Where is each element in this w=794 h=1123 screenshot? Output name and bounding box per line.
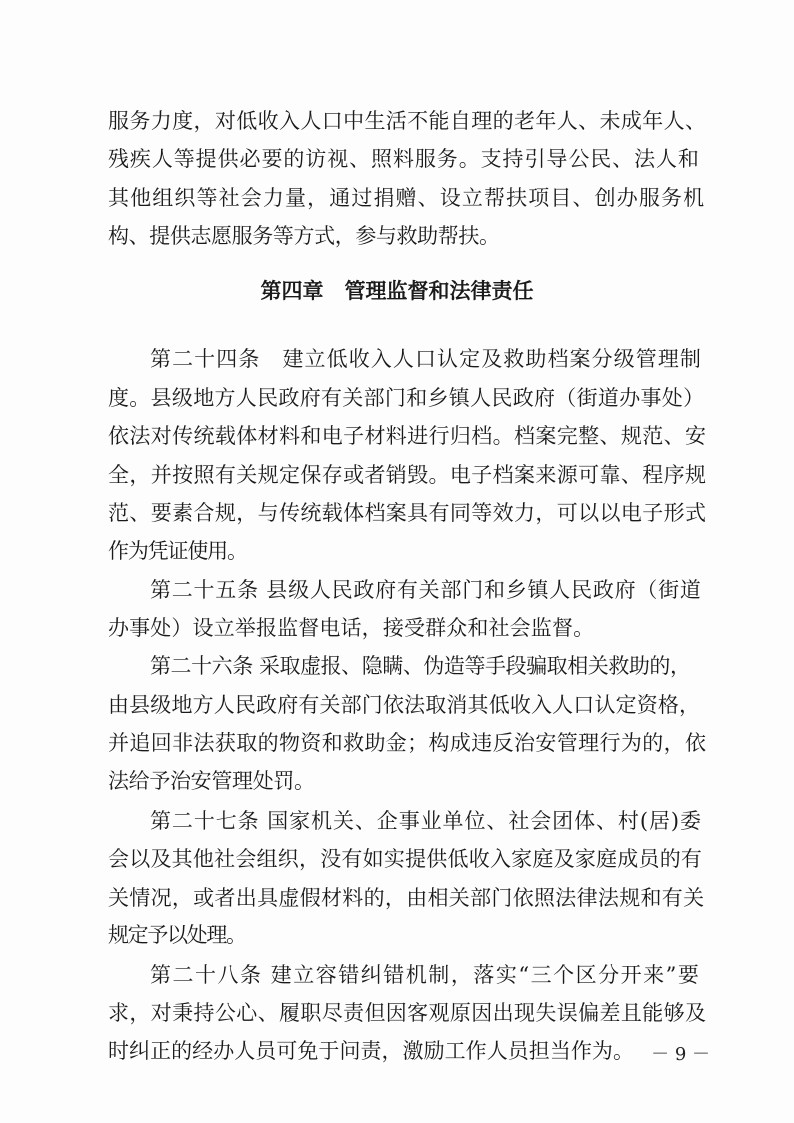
- article-26-line: 第二十六条 采取虚报、隐瞒、伪造等手段骗取相关救助的，: [150, 654, 691, 678]
- article-26-line: 法给予治安管理处罚。: [108, 769, 315, 793]
- article-24-line: 依法对传统载体材料和电子材料进行归档。档案完整、规范、安: [108, 424, 707, 448]
- paragraph-line: 服务力度，对低收入人口中生活不能自理的老年人、未成年人、: [108, 109, 707, 133]
- article-25-line: 第二十五条 县级人民政府有关部门和乡镇人民政府（街道: [150, 578, 702, 602]
- article-27-line: 规定予以处理。: [108, 923, 246, 947]
- article-27-line: 第二十七条 国家机关、企事业单位、社会团体、村(居)委: [150, 809, 702, 833]
- article-24-line: 全，并按照有关规定保存或者销毁。电子档案来源可靠、程序规: [108, 463, 707, 487]
- chapter-heading: 第四章 管理监督和法律责任: [260, 279, 534, 303]
- article-24-line: 作为凭证使用。: [108, 539, 247, 563]
- article-25-line: 办事处）设立举报监督电话，接受群众和社会监督。: [108, 616, 595, 640]
- article-28-line: 时纠正的经办人员可免于问责，激励工作人员担当作为。: [108, 1039, 634, 1063]
- article-27-line: 会以及其他社会组织，没有如实提供低收入家庭及家庭成员的有: [108, 847, 703, 871]
- article-26-line: 并追回非法获取的物资和救助金；构成违反治安管理行为的，依: [108, 731, 707, 755]
- article-24-line: 范、要素合规，与传统载体档案具有同等效力，可以以电子形式: [108, 501, 707, 525]
- article-28-line: 第二十八条 建立容错纠错机制，落实“三个区分开来”要: [150, 963, 701, 987]
- article-28-line: 求，对秉持公心、履职尽责但因客观原因出现失误偏差且能够及: [108, 1001, 707, 1025]
- article-26-line: 由县级地方人民政府有关部门依法取消其低收入人口认定资格，: [108, 693, 701, 717]
- paragraph-line: 构、提供志愿服务等方式，参与救助帮扶。: [108, 224, 500, 248]
- article-24-line: 度。县级地方人民政府有关部门和乡镇人民政府（街道办事处）: [108, 386, 705, 410]
- paragraph-line: 其他组织等社会力量，通过捐赠、设立帮扶项目、创办服务机: [108, 186, 706, 210]
- article-27-line: 关情况，或者出具虚假材料的，由相关部门依照法律法规和有关: [108, 886, 705, 910]
- article-24-line: 第二十四条 建立低收入人口认定及救助档案分级管理制: [150, 347, 702, 371]
- page-number: － 9 －: [651, 1044, 710, 1065]
- paragraph-line: 残疾人等提供必要的访视、照料服务。支持引导公民、法人和: [108, 147, 700, 171]
